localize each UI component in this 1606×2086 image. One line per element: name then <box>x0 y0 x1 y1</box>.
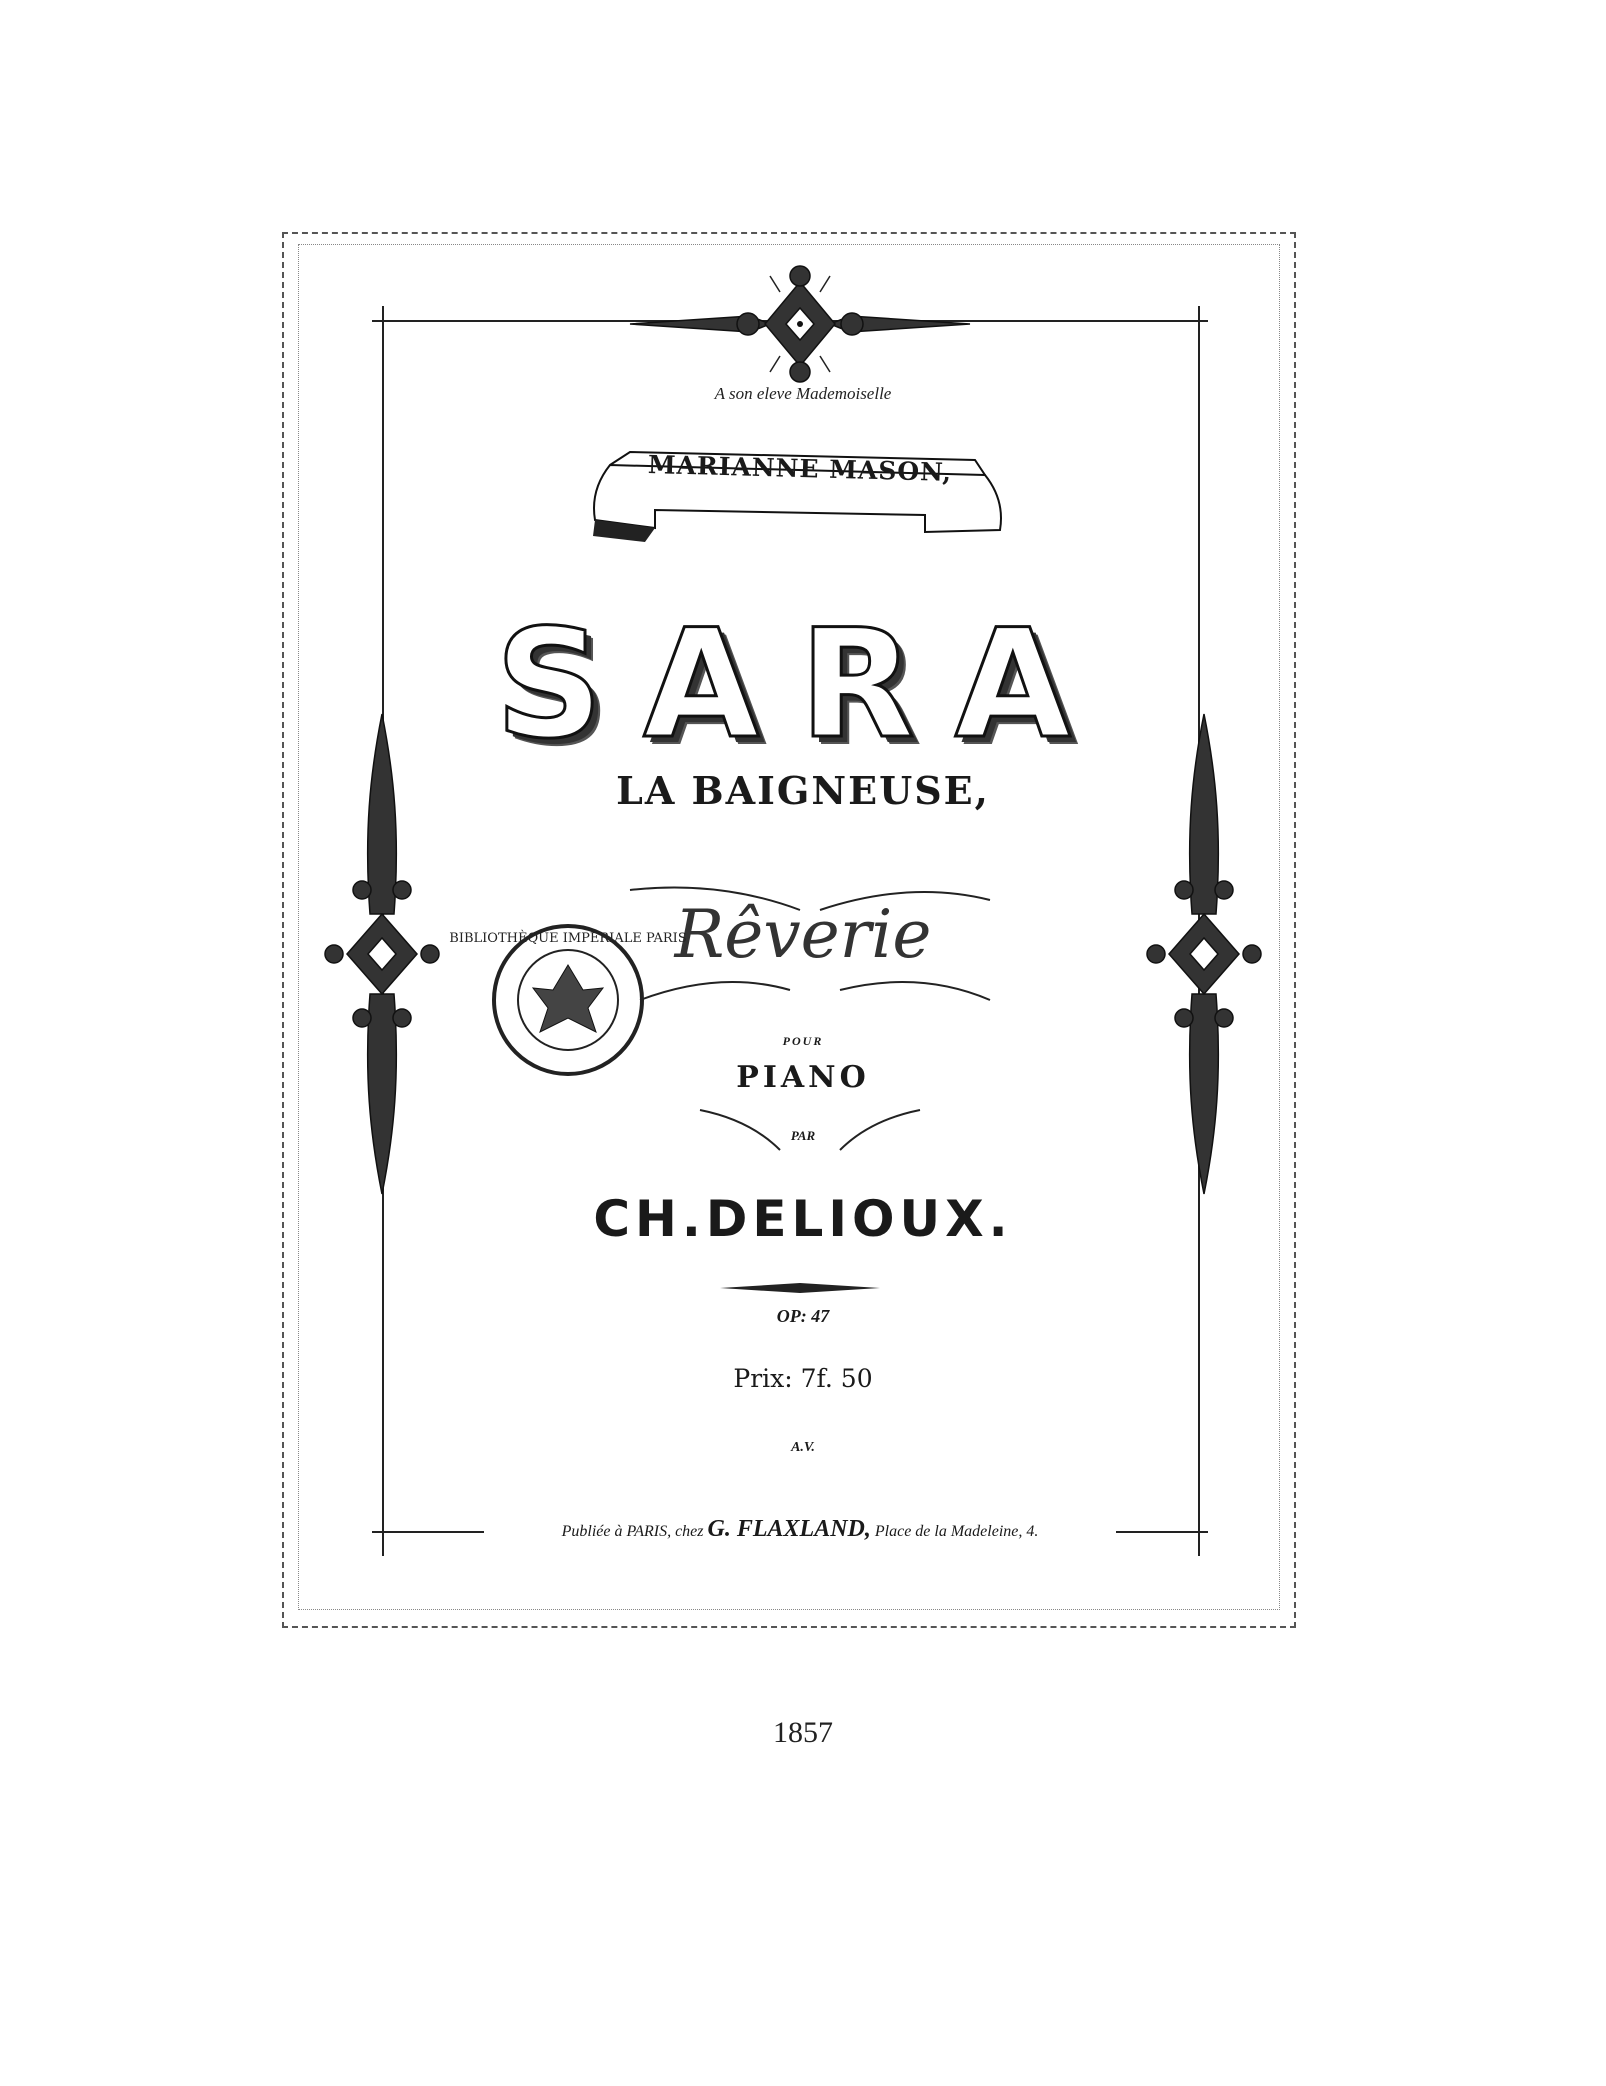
publisher-line <box>490 1516 1110 1543</box>
engraver-initials: A.V. <box>791 1440 815 1455</box>
subtitle: LA BAIGNEUSE, <box>616 768 990 813</box>
publisher-address: Place de la Madeleine, 4. <box>874 1523 1039 1540</box>
par-label: PAR <box>790 1128 816 1143</box>
top-ornament-icon <box>620 262 980 388</box>
pour-label: POUR <box>782 1034 824 1048</box>
frame-rule-bottom-left <box>372 1531 484 1533</box>
price: Prix: 7f. 50 <box>733 1364 873 1393</box>
divider-icon <box>720 1280 880 1296</box>
opus-number: OP: 47 <box>776 1306 830 1326</box>
publisher-name: G. FLAXLAND, <box>707 1516 871 1542</box>
publisher-prefix: Publiée à PARIS, chez <box>561 1523 704 1540</box>
library-stamp-icon <box>449 920 687 1080</box>
main-title: SARA <box>495 598 1111 772</box>
genre-title: Rêverie <box>674 896 932 973</box>
instrument-label: PIANO <box>736 1060 870 1095</box>
composer-name: CH.DELIOUX. <box>593 1190 1013 1248</box>
frame-rule-bottom-right <box>1116 1531 1208 1533</box>
dedicatee-name: MARIANNE MASON, <box>647 450 953 487</box>
publication-year: 1857 <box>773 1716 833 1749</box>
stamp-text: BIBLIOTHÈQUE IMPÉRIALE PARIS <box>449 931 687 946</box>
dedication-line: A son eleve Mademoiselle <box>714 384 892 403</box>
